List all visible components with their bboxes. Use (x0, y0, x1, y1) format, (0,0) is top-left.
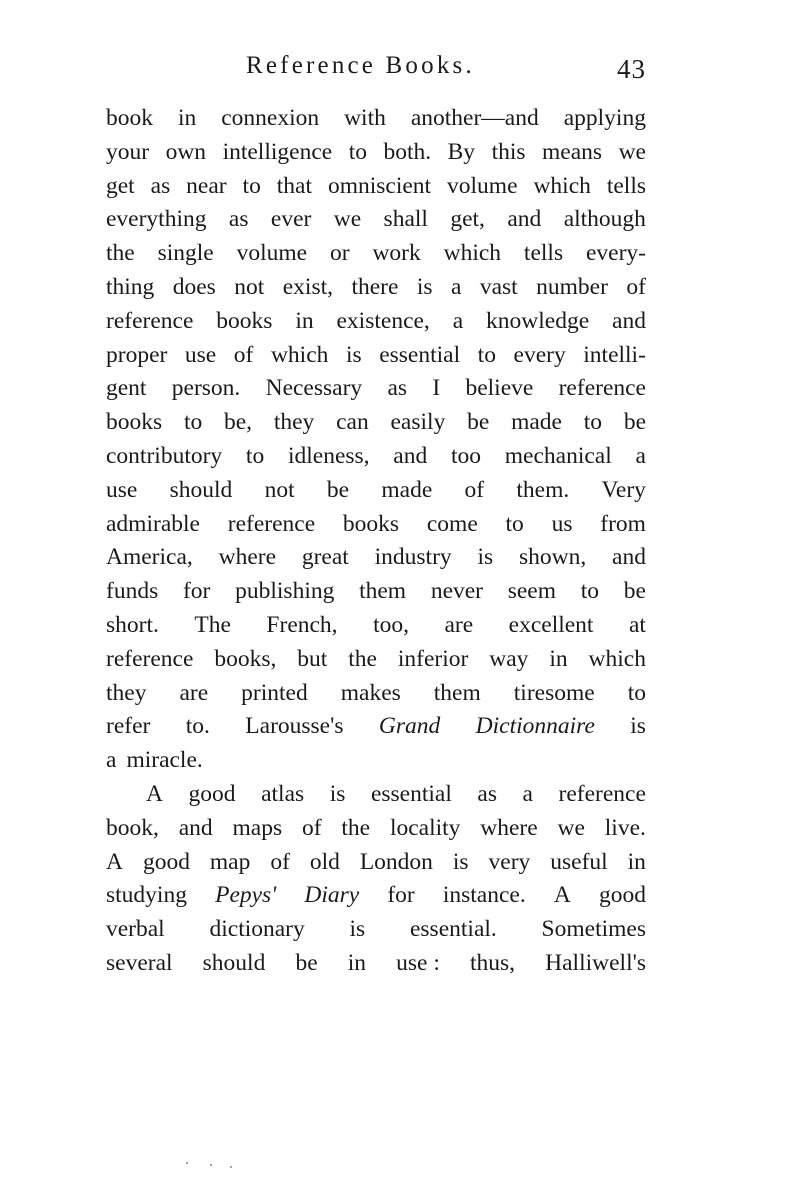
word: shown, (518, 544, 587, 571)
word: in (295, 307, 314, 334)
running-head (0, 52, 788, 92)
word: to (183, 409, 203, 436)
word: be (623, 409, 646, 436)
word: is (416, 273, 433, 300)
word: omniscient (327, 172, 432, 199)
speck (186, 1162, 188, 1164)
text-line (106, 947, 646, 981)
word: own (165, 138, 207, 165)
word: to (348, 138, 367, 165)
word: reference (106, 307, 194, 334)
text-line (106, 372, 646, 406)
word: them (359, 578, 407, 605)
word: way (489, 645, 529, 672)
word: can (336, 409, 369, 436)
text-line (106, 609, 646, 643)
word: does (172, 273, 216, 300)
word: the (106, 240, 135, 267)
word: French, (266, 611, 338, 638)
word: of (464, 476, 485, 503)
text-line (106, 541, 646, 575)
word: made (511, 409, 562, 436)
word: connexion (221, 105, 320, 131)
word: A (146, 780, 163, 807)
speck (210, 1164, 212, 1166)
speck (230, 1166, 232, 1168)
word: is (349, 916, 366, 943)
text-line (106, 102, 646, 136)
word: another—and (410, 105, 539, 131)
word: are (179, 679, 209, 706)
word: volume (447, 172, 518, 199)
text-line (106, 710, 646, 744)
word: they (106, 679, 147, 706)
word: instance. (442, 882, 526, 909)
word: good (142, 848, 190, 875)
word: from (600, 510, 646, 537)
word: to (245, 442, 265, 469)
word: idleness, (287, 442, 370, 469)
word: of (233, 341, 254, 368)
word: us (551, 510, 573, 537)
word: is (345, 341, 362, 368)
word: a (452, 307, 464, 334)
word: thing (106, 273, 155, 300)
word: studying (106, 882, 187, 909)
word: Pepys' (215, 882, 277, 909)
word: good (188, 780, 236, 807)
text-line (106, 508, 646, 542)
word: for (387, 882, 415, 909)
word: which (443, 240, 502, 267)
word: refer (106, 713, 151, 740)
word: proper (106, 341, 168, 368)
word: not (264, 476, 295, 503)
word: tells (523, 240, 564, 267)
word: to (627, 679, 646, 706)
word: be (467, 409, 490, 436)
word: ever (270, 206, 312, 233)
word: although (563, 206, 646, 233)
word: a (635, 442, 646, 469)
word: made (381, 476, 433, 503)
word: as (228, 206, 249, 233)
word: funds (106, 578, 159, 605)
word: publishing (235, 578, 335, 605)
word: them (433, 679, 481, 706)
word: as (150, 172, 171, 199)
text-line (106, 744, 646, 778)
word: be, (224, 409, 253, 436)
word: we (333, 206, 362, 233)
word: tells (606, 172, 646, 199)
word: at (628, 611, 646, 638)
running-head-title: Reference Books. (246, 52, 475, 79)
text-line (106, 913, 646, 947)
word: live. (604, 814, 646, 841)
text-line (106, 305, 646, 339)
word: shall (383, 206, 428, 233)
word: inferior (397, 645, 469, 672)
text-line (106, 812, 646, 846)
word: good (598, 882, 646, 909)
word: thus, (469, 949, 516, 976)
word: exist, (282, 273, 333, 300)
word: several (106, 949, 173, 976)
word: get, (450, 206, 485, 233)
page-number: 43 (617, 54, 646, 84)
word: be (623, 578, 646, 605)
text-line (106, 846, 646, 880)
word: and (612, 307, 646, 334)
text-line (106, 406, 646, 440)
word: them. (516, 476, 570, 503)
word: map (209, 848, 251, 875)
text-line (106, 575, 646, 609)
word: to (580, 578, 600, 605)
word: should (202, 949, 266, 976)
word: come (426, 510, 478, 537)
word: The (194, 611, 231, 638)
word: number (536, 273, 608, 300)
word: books (106, 409, 163, 436)
word: Halliwell's (545, 949, 646, 976)
word: reference (106, 645, 194, 672)
word: be (326, 476, 350, 503)
word: Dictionnaire (475, 713, 595, 740)
word: person. (171, 375, 241, 402)
word: great (301, 544, 349, 571)
word: the (341, 814, 371, 841)
text-line (106, 136, 646, 170)
word: seem (507, 578, 557, 605)
word: not (234, 273, 265, 300)
word: reference (227, 510, 316, 537)
word: Diary (304, 882, 360, 909)
word: your (106, 138, 150, 165)
word: are (444, 611, 474, 638)
text-line (106, 339, 646, 373)
word: with (344, 105, 386, 131)
word: in (627, 848, 646, 875)
word: Sometimes (541, 916, 646, 943)
text-line (106, 440, 646, 474)
word: where (480, 814, 538, 841)
word: verbal (106, 916, 165, 943)
word: mechanical (504, 442, 612, 469)
word: be (295, 949, 318, 976)
word: they (273, 409, 315, 436)
word: as (477, 780, 497, 807)
word: get (106, 172, 135, 199)
text-line (106, 170, 646, 204)
word: America, (106, 544, 193, 571)
text-line (106, 203, 646, 237)
word: book, (106, 814, 159, 841)
word: reference (558, 375, 646, 402)
text-line (106, 643, 646, 677)
word: is (452, 848, 469, 875)
word: Very (601, 476, 646, 503)
word: that (276, 172, 313, 199)
word: London (359, 848, 433, 875)
word: short. (106, 611, 159, 638)
word: essential (370, 780, 452, 807)
word: for (182, 578, 211, 605)
word: we (618, 138, 646, 165)
word: of (626, 273, 646, 300)
word: locality (389, 814, 461, 841)
word: a (106, 747, 117, 774)
word: essential (379, 341, 461, 368)
word: and (612, 544, 646, 571)
word: volume (236, 240, 308, 267)
word: which (270, 341, 329, 368)
word: gent (106, 375, 147, 402)
body-text (106, 102, 646, 981)
word: a (522, 780, 533, 807)
word: Necessary (265, 375, 363, 402)
word: reference (558, 780, 646, 807)
word: near (186, 172, 227, 199)
word: dictionary (209, 916, 305, 943)
word: use : (396, 949, 440, 976)
word: I (432, 375, 441, 402)
word: is (630, 713, 646, 740)
word: books (342, 510, 400, 537)
word: there (351, 273, 399, 300)
word: maps (232, 814, 283, 841)
word: books, (214, 645, 277, 672)
word: printed (241, 679, 308, 706)
word: which (533, 172, 591, 199)
word: and (178, 814, 213, 841)
text-line (106, 474, 646, 508)
word: to (242, 172, 261, 199)
word: single (157, 240, 214, 267)
word: makes (340, 679, 401, 706)
word: too, (373, 611, 409, 638)
word: to. (185, 713, 210, 740)
word: very (488, 848, 531, 875)
word: in (347, 949, 367, 976)
word: miracle. (126, 747, 203, 774)
word: too (450, 442, 482, 469)
word: as (387, 375, 408, 402)
word: book (106, 105, 153, 131)
word: never (430, 578, 483, 605)
word: Larousse's (245, 713, 344, 740)
word: every- (585, 240, 646, 267)
word: to (583, 409, 603, 436)
word: and (393, 442, 428, 469)
word: use (184, 341, 217, 368)
word: to (477, 341, 496, 368)
word: this (491, 138, 526, 165)
word: is (477, 544, 494, 571)
text-line (106, 879, 646, 913)
word: work (372, 240, 421, 267)
word: everything (106, 206, 207, 233)
word: of (301, 814, 322, 841)
word: admirable (106, 510, 200, 537)
text-line (106, 237, 646, 271)
word: excellent (508, 611, 594, 638)
word: and (507, 206, 542, 233)
word: to (505, 510, 524, 537)
word: a (450, 273, 462, 300)
word: which (588, 645, 646, 672)
word: or (329, 240, 350, 267)
word: the (348, 645, 377, 672)
paragraph-first-line (106, 778, 646, 812)
word: is (329, 780, 346, 807)
word: A (553, 882, 571, 909)
word: easily (390, 409, 446, 436)
word: vast (479, 273, 518, 300)
word: applying (563, 105, 646, 131)
word: means (542, 138, 603, 165)
word: of (270, 848, 290, 875)
word: A (106, 848, 123, 875)
word: but (297, 645, 328, 672)
word: contributory (106, 442, 223, 469)
word: we (557, 814, 585, 841)
text-line (106, 271, 646, 305)
word: existence, (336, 307, 430, 334)
word: By (447, 138, 476, 165)
word: tiresome (513, 679, 595, 706)
word: industry (374, 544, 452, 571)
word: useful (550, 848, 608, 875)
text-line (106, 677, 646, 711)
word: in (177, 105, 197, 131)
word: should (169, 476, 233, 503)
word: intelli- (583, 341, 646, 368)
word: both. (383, 138, 432, 165)
scan-specks (186, 1160, 246, 1170)
word: in (549, 645, 568, 672)
word: use (106, 476, 138, 503)
word: intelligence (222, 138, 333, 165)
word: believe (465, 375, 534, 402)
word: atlas (261, 780, 305, 807)
word: where (218, 544, 277, 571)
word: books (216, 307, 273, 334)
word: essential. (409, 916, 497, 943)
word: Grand (378, 713, 441, 740)
word: knowledge (486, 307, 590, 334)
word: old (309, 848, 340, 875)
word: every (513, 341, 566, 368)
